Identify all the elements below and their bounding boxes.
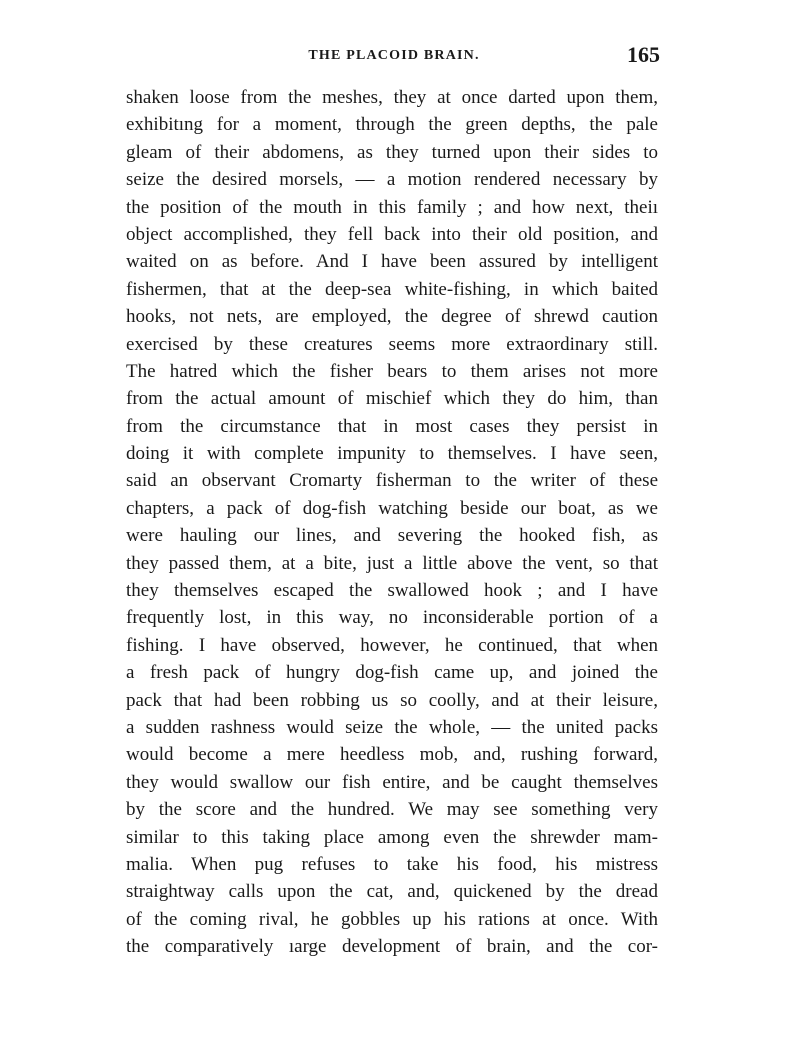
body-text <box>126 84 658 961</box>
text-line: hooks, not nets, are employed, the degree of shrewd caution <box>126 306 658 328</box>
text-line: chapters, a pack of dog-fish watching beside our boat, as we <box>126 497 658 519</box>
text-line: they would swallow our fish entire, and be caught themselves <box>126 771 658 793</box>
text-line: object accomplished, they fell back into their old position, and <box>126 223 658 245</box>
text-line: fishing. I have observed, however, he continued, that when <box>126 634 658 656</box>
text-line: the comparatively ıarge development of brain, and the cor- <box>126 936 658 958</box>
text-line: The hatred which the fisher bears to them arises not more <box>126 360 658 382</box>
text-line: doing it with complete impunity to themselves. I have seen, <box>126 443 658 465</box>
text-line: waited on as before. And I have been assured by intelligent <box>126 251 658 273</box>
text-line: similar to this taking place among even the shrewder mam- <box>126 826 658 848</box>
text-line: from the actual amount of mischief which they do him, than <box>126 388 658 410</box>
running-head <box>128 42 660 72</box>
text-line: seize the desired morsels, — a motion rendered necessary by <box>126 169 658 191</box>
text-line: gleam of their abdomens, as they turned upon their sides to <box>126 141 658 163</box>
text-line: they passed them, at a bite, just a little above the vent, so that <box>126 552 658 574</box>
text-line: frequently lost, in this way, no inconsiderable portion of a <box>126 607 658 629</box>
text-line: a sudden rashness would seize the whole, — the united packs <box>126 716 658 738</box>
page-number: 165 <box>627 42 660 67</box>
text-line: fishermen, that at the deep-sea white-fishing, in which baited <box>126 278 658 300</box>
text-line: malia. When pug refuses to take his food, his mistress <box>126 853 658 875</box>
text-line: exercised by these creatures seems more extraordinary still. <box>126 333 658 355</box>
text-line: of the coming rival, he gobbles up his rations at once. With <box>126 908 658 930</box>
text-line: the position of the mouth in this family ; and how next, theiı <box>126 196 658 218</box>
running-title: THE PLACOID BRAIN. <box>308 48 480 63</box>
text-line: shaken loose from the meshes, they at once darted upon them, <box>126 87 658 108</box>
text-line: exhibitıng for a moment, through the green depths, the pale <box>126 114 658 136</box>
text-line: a fresh pack of hungry dog-fish came up, and joined the <box>126 662 658 684</box>
text-line: they themselves escaped the swallowed hook ; and I have <box>126 580 658 602</box>
text-line: said an observant Cromarty fisherman to the writer of these <box>126 470 658 492</box>
text-line: were hauling our lines, and severing the hooked fish, as <box>126 525 658 547</box>
text-line: straightway calls upon the cat, and, quickened by the dread <box>126 881 658 903</box>
text-line: would become a mere heedless mob, and, rushing forward, <box>126 744 658 766</box>
text-line: by the score and the hundred. We may see something very <box>126 799 658 821</box>
text-line: from the circumstance that in most cases they persist in <box>126 415 658 437</box>
text-line: pack that had been robbing us so coolly, and at their leisure, <box>126 689 658 711</box>
